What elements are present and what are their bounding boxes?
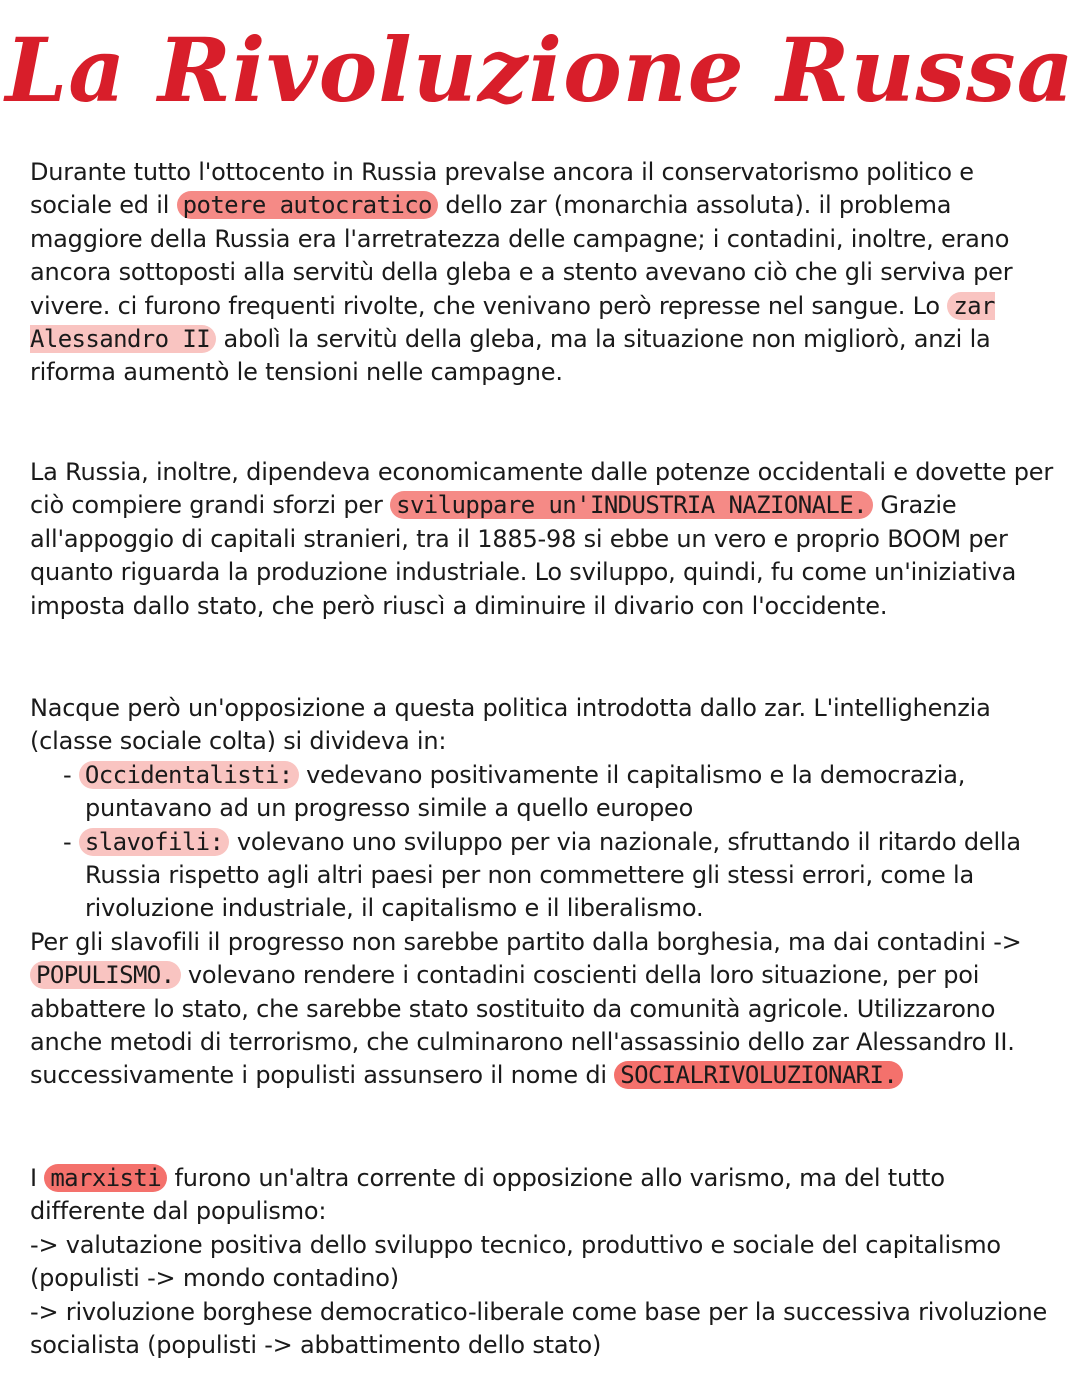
list-item-text: vedevano positivamente il capitalismo e la democrazia, puntavano ad un progresso simile a quello europeo — [85, 760, 966, 823]
marxisti-point: -> rivoluzione borghese democratico-liberale come base per la successiva rivoluzione socialista (populisti -> abbattimento dello stato) — [30, 1297, 1048, 1360]
highlight-slavofili: slavofili: — [79, 828, 230, 856]
text-run: dello zar (monarchia assoluta). il problema maggiore della Russia era l'arretratezza delle campagne; i contadini, inoltre, erano ancora sottoposti alla servitù della gleba e a stento avevano ciò che gli serviva per vivere. ci furono frequenti rivolte, che venivano però represse nel sangue. Lo — [30, 191, 1013, 320]
marxisti-point: -> valutazione positiva dello sviluppo tecnico, produttivo e sociale del capitalismo (populisti -> mondo contadino) — [30, 1230, 1001, 1293]
highlight-industria-nazionale: sviluppare un'INDUSTRIA NAZIONALE. — [390, 491, 873, 519]
highlight-potere-autocratico: potere autocratico — [177, 191, 438, 219]
paragraph-autocrazia — [30, 156, 1060, 390]
highlight-zar-alessandro: zar Alessandro II — [30, 291, 995, 354]
highlight-populismo: POPULISMO. — [30, 961, 181, 989]
text-run: Durante tutto l'ottocento in Russia prevalse ancora il conservatorismo politico e sociale ed il — [30, 158, 974, 220]
paragraph-opposizione — [30, 692, 1060, 1093]
opposizione-intro: Nacque però un'opposizione a questa politica introdotta dallo zar. L'intellighenzia (classe sociale colta) si divideva in: — [30, 694, 991, 756]
text-run: Per gli slavofili il progresso non sarebbe partito dalla borghesia, ma dai contadini -> — [30, 927, 1022, 956]
text-run: La Russia, inoltre, dipendeva economicamente dalle potenze occidentali e dovette per ciò compiere grandi sforzi per — [30, 458, 1054, 520]
list-bullet: - — [63, 827, 79, 856]
list-item-occidentalisti — [30, 759, 1060, 826]
list-item-slavofili — [30, 826, 1060, 926]
list-item-text: volevano uno sviluppo per via nazionale, sfruttando il ritardo della Russia rispetto agli altri paesi per non commettere gli stessi errori, come la rivoluzione industriale, il capitalismo e il liberalismo. — [85, 827, 1021, 923]
marxisti-intro — [30, 1162, 1060, 1229]
highlight-socialrivoluzionari: SOCIALRIVOLUZIONARI. — [614, 1061, 903, 1089]
text-run: volevano rendere i contadini coscienti della loro situazione, per poi abbattere lo stato, che sarebbe stato sostituito da comunità agricole. Utilizzarono anche metodi di terrorismo, che culminarono nell'assassinio dello zar Alessandro II. successivamente i populisti assunsero il nome di — [30, 961, 1015, 1090]
populismo-text — [30, 926, 1060, 1093]
highlight-occidentalisti: Occidentalisti: — [79, 761, 299, 789]
highlight-marxisti: marxisti — [44, 1164, 167, 1192]
list-bullet: - — [63, 760, 79, 789]
paragraph-industria — [30, 456, 1060, 623]
text-run: abolì la servitù della gleba, ma la situazione non migliorò, anzi la riforma aumentò le tensioni nelle campagne. — [30, 325, 991, 387]
text-run: Grazie all'appoggio di capitali stranieri, tra il 1885-98 si ebbe un vero e proprio BOOM per quanto riguarda la produzione industriale. Lo sviluppo, quindi, fu come un'iniziativa imposta dallo stato, che però riuscì a diminuire il divario con l'occidente. — [30, 491, 1017, 620]
text-run: furono un'altra corrente di opposizione allo varismo, ma del tutto differente dal populismo: — [30, 1164, 945, 1226]
paragraph-marxisti — [30, 1162, 1060, 1362]
text-run: I — [30, 1164, 45, 1192]
page-title: La Rivoluzione Russa — [5, 18, 1075, 122]
